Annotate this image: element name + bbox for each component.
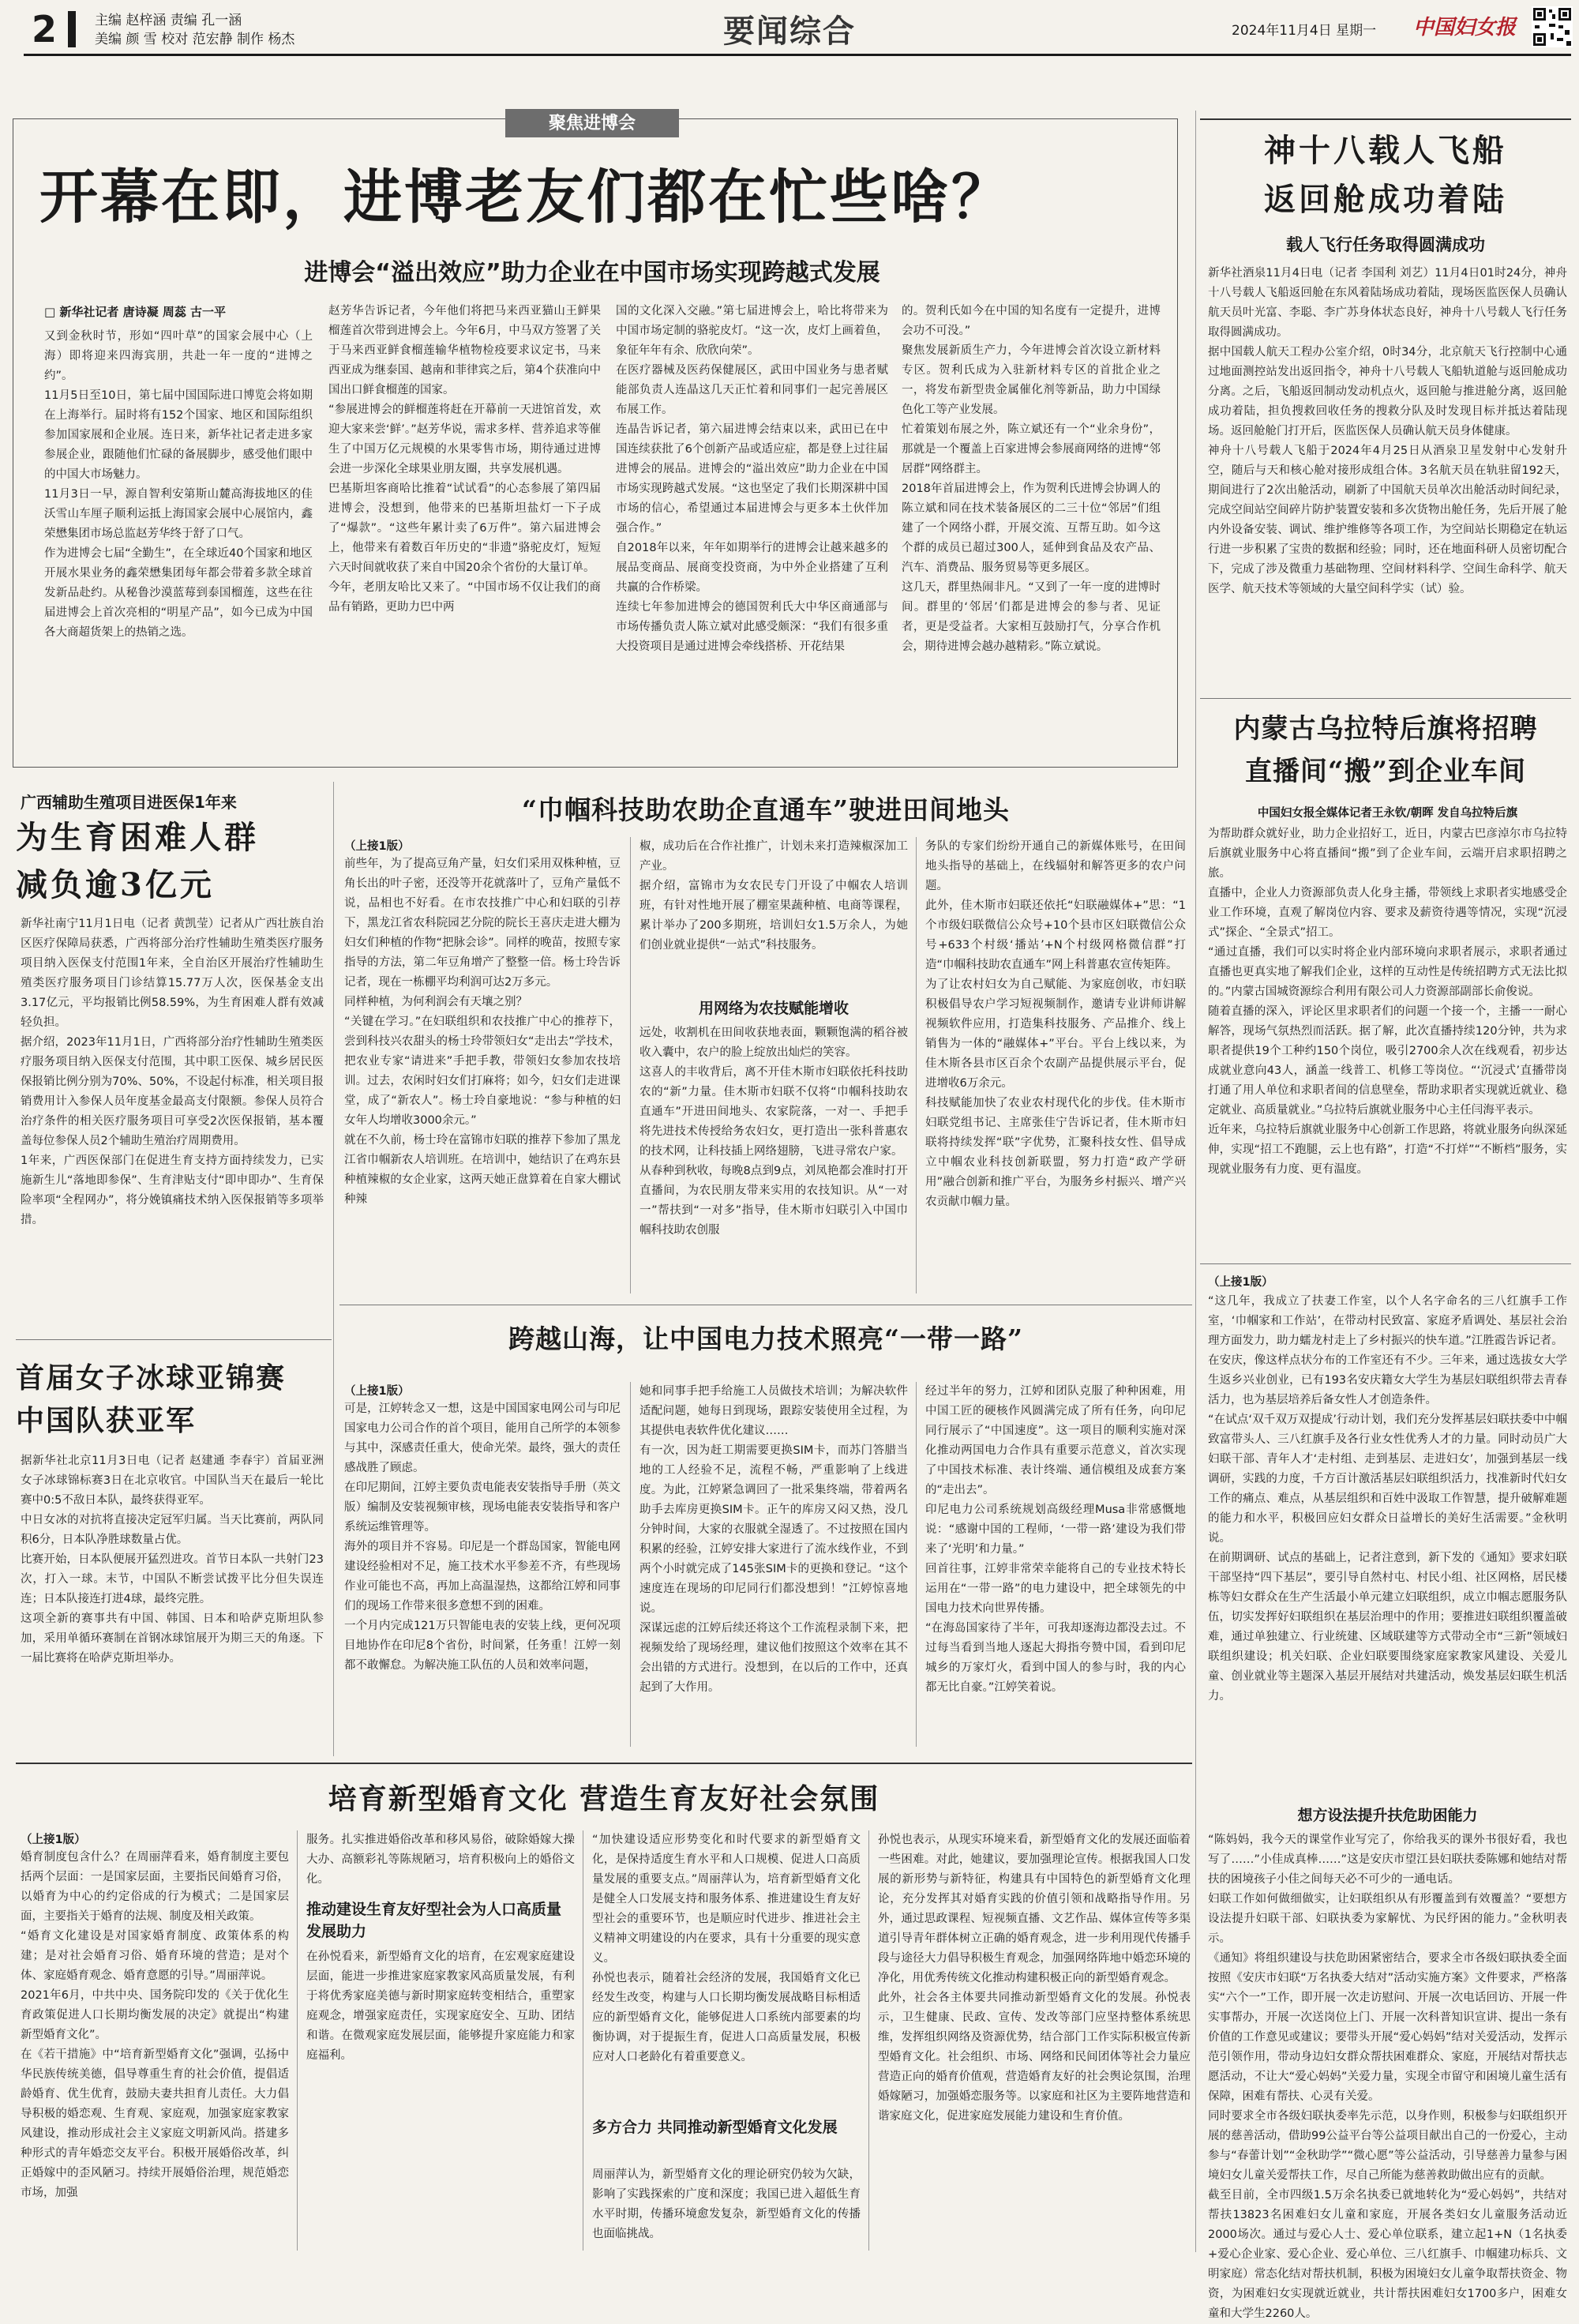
tech-ag-column-4: 务队的专家们纷纷开通自己的新媒体账号，在田间地头指导的基础上，在线辐射和解答更多的农户问题。 此外，佳木斯市妇联还依托“妇联融媒体+”思：“1个市级妇联微信公众号+10个县市区妇联微信公众号+633个村级‘播站’+N个村级网格微信群”打造“巾帼科技助农直通车”网上科普惠农宣传矩阵。 为了让农村妇女为自己赋能、为家庭创收，市妇联积极倡导农户学习短视频制作，邀请专业讲师讲解视频软件应用，打造集科技服务、产品推介、线上销售为一体的“融媒体+”平台。平台上线以来，为佳木斯各县市区百余个农副产品提供展示平台，促进增收6万余元。 科技赋能加快了农业农村现代化的步伐。佳木斯市妇联党组书记、主席张佳宁告诉记者，佳木斯市妇联将持续发挥“联”字优势，汇聚科技女性、倡导成立中帼农业科技创新联盟，努力打造“政产学研用”融合创新和推广平台，为服务乡村振兴、增产兴农贡献巾帼力量。: [925, 840, 1186, 1208]
guangxi-body: 新华社南宁11月1日电（记者 黄凯莹）记者从广西壮族自治区医疗保障局获悉，广西将部分治疗性辅助生殖类医疗服务项目纳入医保支付范围1年来，全自治区开展治疗性辅助生殖类医疗服务项目门诊结算15.77万人次，医保基金支出3.17亿元，平均报销比例58.59%，为生育困难人群有效减轻负担。 据介绍，2023年11月1日，广西将部分治疗性辅助生殖类医疗服务项目纳入医保支付范围，其中职工医保、城乡居民医保报销比例分别为70%、50%，不设起付标准，相关项目报销费用计入参保人员年度基金最高支付限额。参保人员符合治疗条件的相关医疗服务项目可享受2次医保报销，基本覆盖每位参保人员2个辅助生殖治疗周期费用。 1年来，广西医保部门在促进生育支持方面持续发力，已实施新生儿“落地即参保”、生育津贴支付“即申即办”、生育保险率项“全程网办”，将分娩镇痛技术纳入医保报销等多项举措。: [21, 918, 324, 1226]
issue-date: 2024年11月4日 星期一: [1232, 23, 1377, 39]
focus-column-2: 赵芳华告诉记者，今年他们将把马来西亚猫山王鲜果榴莲首次带到进博会上。今年6月，中马双方签署了关于马来西亚鲜食榴莲输华植物检疫要求议定书，马来西亚成为继泰国、越南和菲律宾之后，第4个获准向中国出口鲜食榴莲的国家。 “参展进博会的鲜榴莲将赶在开幕前一天进馆首发，欢迎大家来尝‘鲜’。”赵芳华说，需求多样、营养追求等催生了中国万亿元规模的水果零售市场，期待通过进博会进一步深化全球果业朋友圈，共享发展机遇。 巴基斯坦客商哈比推着“试试看”的心态参展了第四届进博会，没想到，他带来的巴基斯坦盐灯一下子成了“爆款”。“这些年累计卖了6万件”。第六届进博会上，他带来有着数百年历史的“非遗”骆驼皮灯，短短六天时间就收获了来自中国20余个省份的大量订单。 今年，老朋友哈比又来了。“中国市场不仅让我们的商品有销路，更助力巴中两: [328, 305, 601, 614]
marriage-headline: 培育新型婚育文化 营造生育友好社会氛围: [328, 1782, 880, 1815]
shenzhou-body: 新华社酒泉11月4日电（记者 李国利 刘艺）11月4日01时24分，神舟十八号载人飞船返回舱在东风着陆场成功着陆，现场医监医保人员确认航天员叶光富、李聪、李广苏身体状态良好，神舟十八号载人飞行任务取得圆满成功。 据中国载人航天工程办公室介绍，0时34分，北京航天飞行控制中心通过地面测控站发出返回指令，神舟十八号载人飞船轨道舱与返回舱成功分离。之后，飞船返回制动发动机点火，返回舱与推进舱分离，返回舱成功着陆，担负搜救回收任务的搜救分队及时发现目标并抵达着陆现场。返回舱舱门打开后，医监医保人员确认航天员身体健康。 神舟十八号载人飞船于2024年4月25日从酒泉卫星发射中心发射升空，随后与天和核心舱对接形成组合体。3名航天员在轨驻留192天，期间进行了2次出舱活动，刷新了中国航天员单次出舱活动时间纪录，完成空间站空间碎片防护装置安装和多次货物出舱任务，先后开展了舱内外设备安装、调试、维护维修等各项工作，为空间站长期稳定在轨运行进一步积累了宝贵的数据和经验；同时，还在地面科研人员密切配合下，完成了涉及微重力基础物理、空间材料科学、空间生命科学、航天医学、航天技术等领域的大量空间科学实（试）验。: [1208, 267, 1567, 595]
marriage-column-3b: 周丽萍认为，新型婚育文化的理论研究仍较为欠缺，影响了实践探索的广度和深度；我国已进入超低生育水平时期，传播环境愈发复杂，新型婚育文化的传播也面临挑战。: [592, 2168, 861, 2240]
credits-line-1: 主编 赵梓涵 责编 孔一涵: [95, 13, 242, 28]
focus-headline: 开幕在即，进博老友们都在忙些啥？: [39, 163, 1012, 231]
guangxi-headline-line-1: 为生育困难人群: [16, 819, 259, 856]
grid-column-2: 她和同事手把手给施工人员做技术培训；为解决软件适配问题，她每日到现场，跟踪安装使用全过程，为其提供电表软件优化建议…… 有一次，因为赶工期需要更换SIM卡，而苏门答腊当地的工人经验不足，流程不畅，严重影响了上线进度。为此，江婷紧急调回了一批采集终端，带着两名助手去库房更换SIM卡。正午的库房又闷又热，没几分钟时间，大家的衣服就全湿透了。不过按照在国内积累的经验，江婷安排大家进行了流水线作业，不到两个小时就完成了145张SIM卡的更换和登记。“这个速度连在现场的印尼同行们都没想到！”江婷惊喜地说。 深谋远虑的江婷后续还将这个工作流程录制下来，把视频发给了现场经理，建议他们按照这个效率在其不会出错的方式进行。没想到，在以后的工作中，还真起到了大作用。: [639, 1385, 908, 1694]
grid-column-1: 可是，江婷转念又一想，这是中国国家电网公司与印尼国家电力公司合作的首个项目，能用自己所学的本领参与其中，深感责任重大，使命光荣。最终，强大的责任感战胜了顾虑。 在印尼期间，江婷主要负责电能表安装指导手册（英文版）编制及安装视频审核，现场电能表安装指导和客户系统运维管理等。 海外的项目并不容易。印尼是一个群岛国家，智能电网建设经验相对不足，施工技术水平参差不齐，有些现场作业可能也不高，再加上高温湿热，这都给江婷和同事们的现场工作带来很多意想不到的困难。 一个月内完成121万只智能电表的安装上线，更何况项目地协作在印尼8个省份，时间紧，任务重！江婷一刻都不敢懈怠。为解决施工队伍的人员和效率问题，: [344, 1402, 621, 1672]
focus-column-4: 的。贺利氏如今在中国的知名度有一定提升，进博会功不可没。” 聚焦发展新质生产力，今年进博会首次设立新材料专区。贺利氏成为入驻新材料专区的首批企业之一，将发布新型贵金属催化剂等新品，助力中国绿色化工等产业发展。 忙着策划布展之外，陈立斌还有一个“业余身份”，那就是一个覆盖上百家进博会参展商网络的进博“邻居群”网络群主。 2018年首届进博会上，作为贺利氏进博会协调人的陈立斌和同在技术装备展区的二三十位“邻居”们组建了一个网络小群，开展交流、互帮互助。如今这个群的成员已超过300人，延伸到食品及农产品、汽车、消费品、服务贸易等更多展区。 这几天，群里热闹非凡。“又到了一年一度的进博时间。群里的‘邻居’们都是进博会的参与者、见证者，更是受益者。大家相互鼓励打气，分享合作机会，期待进博会越办越精彩。”陈立斌说。: [902, 305, 1161, 653]
marriage-top-rule: [16, 1763, 1192, 1764]
paper-logo: 中国妇女报: [1413, 16, 1517, 39]
tech-ag-subhead: 用网络为农技赋能增收: [698, 1000, 849, 1017]
tech-ag-continued: （上接1版）: [344, 840, 410, 853]
mongolia-headline-line-2: 直播间“搬”到企业车间: [1244, 756, 1527, 787]
shenzhou-subhead: 载人飞行任务取得圆满成功: [1286, 235, 1485, 254]
masthead: [0, 0, 1579, 55]
marriage-column-2a: 服务。扎实推进婚俗改革和移风易俗，破除婚嫁大操大办、高额彩礼等陈规陋习，培育积极向上的婚俗文化。: [306, 1834, 575, 1886]
marriage-subhead-1: 推动建设生育友好型社会为人口高质量发展助力: [306, 1901, 562, 1940]
poverty-continued: （上接1版）: [1208, 1276, 1273, 1289]
poverty-subhead: 想方设法提升扶危助困能力: [1297, 1807, 1478, 1824]
mongolia-bottom-rule: [1200, 1263, 1571, 1264]
grid-headline: 跨越山海，让中国电力技术照亮“一带一路”: [508, 1323, 1023, 1354]
section-title: 要闻综合: [723, 13, 856, 50]
mongolia-byline: 中国妇女报全媒体记者王永钦/朝晖 发自乌拉特后旗: [1257, 807, 1518, 820]
focus-column-3: 国的文化深入交融。”第七届进博会上，哈比将带来为中国市场定制的骆驼皮灯。“这一次，皮灯上画着鱼，象征年年有余、欣欣向荣”。 在医疗器械及医药保健展区，武田中国业务与患者赋能部负责人连晶这几天正忙着和同事们一起完善展区布展工作。 连晶告诉记者，第六届进博会结束以来，武田已在中国连续获批了6个创新产品或适应症，都是登上过往届进博会的展品。进博会的“溢出效应”助力企业在中国市场实现跨越式发展。“这也坚定了我们长期深耕中国市场的信心，希望通过本届进博会与更多本土伙伴加强合作。” 自2018年以来，年年如期举行的进博会让越来越多的展品变商品、展商变投资商，为中外企业搭建了互利共赢的合作桥梁。 连续七年参加进博会的德国贺利氏大中华区商通部与市场传播负责人陈立斌对此感受颇深：“我们有很多重大投资项目是通过进博会牵线搭桥、开花结果: [616, 305, 888, 653]
marriage-column-2b: 在孙悦看来，新型婚育文化的培育，在宏观家庭建设层面，能进一步推进家庭家教家风高质量发展，有利于将优秀家庭美德与新时期家庭转变相结合，重塑家庭观念，增强家庭责任，实现家庭安全、互助、团结和谐。在微观家庭发展层面，能够提升家庭能力和家庭福利。: [306, 1950, 575, 2062]
grid-column-3: 经过半年的努力，江婷和团队克服了种种困难，用中国工匠的硬核作风圆满完成了所有任务，向印尼同行展示了“中国速度”。这一项目的顺利实施对深化推动两国电力合作具有重要示范意义，首次实现了中国技术标准、表计终端、通信模组及成套方案的“走出去”。 印尼电力公司系统规划高级经理Musa非常感慨地说：“感谢中国的工程师，‘一带一路’建设为我们带来了‘光明’和力量。” 回首往事，江婷非常荣幸能将自己的专业技术特长运用在“一带一路”的电力建设中，把全球领先的中国电力技术向世界传播。 “在海岛国家待了半年，可我却逐海边都没去过。不过每当看到当地人逐起大拇指夸赞中国，看到印尼城乡的万家灯火，看到中国人的参与时，我的内心都无比自豪。”江婷笑着说。: [925, 1385, 1186, 1694]
shenzhou-headline-line-1: 神十八载人飞船: [1264, 132, 1507, 169]
shenzhou-bottom-rule: [1200, 698, 1571, 699]
mongolia-headline-line-1: 内蒙古乌拉特后旗将招聘: [1233, 713, 1538, 745]
credits-line-2: 美编 颜 雪 校对 范宏静 制作 杨杰: [95, 32, 295, 47]
hockey-body: 据新华社北京11月3日电（记者 赵建通 李春宇）首届亚洲女子冰球锦标赛3日在北京收官。中国队当天在最后一轮比赛中0:5不敌日本队，最终获得亚军。 中日女冰的对抗将直接决定冠军归属。当天比赛前，两队同积6分，日本队净胜球数量占优。 比赛开始，日本队便展开猛烈进攻。首节日本队一共射门23次，打入一球。末节，中国队不断尝试拨平比分但失误连连；日本队接连打进4球，最终完胜。 这项全新的赛事共有中国、韩国、日本和哈萨克斯坦队参加，采用单循环赛制在首钢冰球馆展开为期三天的角逐。下一届比赛将在哈萨克斯坦举办。: [21, 1455, 324, 1665]
masthead-rule: [24, 54, 1571, 56]
tech-ag-column-3: 远处，收割机在田间收获地表面，颗颗饱满的稻谷被收入囊中，农户的脸上绽放出灿烂的笑容。 这喜人的丰收背后，离不开佳木斯市妇联依托科技助农的“新”力量。佳木斯市妇联不仅将“巾帼科技助农直通车”开进田间地头、农家院落，一对一、手把手将先进技术传授给务农妇女，更打造出一张科普惠农的技术网，让科技插上网络翅膀，飞进寻常农户家。 从春种到秋收，每晚8点到9点，刘凤艳都会准时打开直播间，为农民朋友带来实用的农技知识。从“一对一”帮扶到“一对多”指导，佳木斯市妇联引入中国巾帼科技助农创服: [639, 1027, 908, 1237]
editor-credits: [95, 11, 395, 49]
mongolia-body: 为帮助群众就好业，助力企业招好工，近日，内蒙古巴彦淖尔市乌拉特后旗就业服务中心将直播间“搬”到了企业车间，云端开启求职招聘之旅。 直播中，企业人力资源部负责人化身主播，带领线上求职者实地感受企业工作环境，直观了解岗位内容、要求及薪资待遇等情况，实现“沉浸式”探企、“全景式”招工。 “通过直播，我们可以实时将企业内部环境向求职者展示，求职者通过直播也更真实地了解我们企业，这样的互动性是传统招聘方式无法比拟的。”内蒙古国城资源综合利用有限公司人力资源部副部长俞俊说。 随着直播的深入，评论区里求职者们的问题一个接一个，主播一一耐心解答，现场气氛热烈而活跃。据了解，此次直播持续120分钟，共为求职者提供19个工种约150个岗位，吸引2700余人次在线观看，初步达成就业意向43人，涵盖一线普工、机修工等岗位。“‘沉浸式’直播带岗打通了用人单位和求职者间的信息壁垒，帮助求职者实现就近就业、稳定就业、高质量就业。”乌拉特后旗就业服务中心主任闫海平表示。 近年来，乌拉特后旗就业服务中心创新工作思路，将就业服务向纵深延伸，实现“招工不跑腿，云上也有路”，打造“不打烊”“不断档”服务，实现就业服务有力度、更有温度。: [1208, 828, 1567, 1176]
tech-ag-column-1: 前些年，为了提高豆角产量，妇女们采用双株种植，豆角长出的叶子密，还没等开花就落叶了，豆角产量低不说，品相也不好看。在市农技推广中心和妇联的引荐下，黑龙江省农科院园艺分院的院长王喜庆走进大棚为妇女们种植的作物“把脉会诊”。同样的晚苗，按照专家指导的方法，第二年豆角增产了整整一倍。杨士玲告诉记者，现在一栋棚平均利润可达2万多元。 同样种植，为何利润会有天壤之别？ “关键在学习。”在妇联组织和农技推广中心的推荐下，尝到科技兴农甜头的杨士玲带领妇女“走出去”学技术，把农业专家“请进来”手把手教，带领妇女参加农技培训。过去，农闲时妇女们打麻将；如今，妇女们走进课堂，成了“新农人”。杨士玲自豪地说：“参与种植的妇女年人均增收3000余元。” 就在不久前，杨士玲在富锦市妇联的推荐下参加了黑龙江省巾帼新农人培训班。在培训中，她结识了在鸡东县种植辣椒的女企业家，这两天她正盘算着在自家大棚试种辣: [344, 858, 621, 1206]
focus-subhead: 进博会“溢出效应”助力企业在中国市场实现跨越式发展: [304, 259, 880, 287]
marriage-subhead-2: 多方合力 共同推动新型婚育文化发展: [592, 2119, 838, 2136]
right-column-divider: [1195, 111, 1196, 2252]
column-divider: [916, 837, 917, 1293]
left-column-divider: [333, 782, 334, 1756]
focus-byline: □ 新华社记者 唐诗凝 周蕊 古一平: [44, 305, 227, 319]
poverty-column-a: “这几年，我成立了扶妻工作室，以个人名字命名的三八红旗手工作室，‘巾帼家和工作站’，在带动村民致富、家庭矛盾调处、基层社会治理方面发力，助力蠕龙村走上了乡村振兴的快车道。”江胜霞告诉记者。 在安庆，像这样点状分布的工作室还有不少。三年来，通过选拔女大学生返乡兴业创业，已有193名安庆籍女大学生为基层妇联组织带去青春活力，也为基层培养后备女性人才创造条件。 “在试点‘双千双万双提成’行动计划，我们充分发挥基层妇联扶委中中帼致富带头人、三八红旗手及各行业女性优秀人才的力量。同时动员广大妇联干部、青年人才‘走村组、走到基层、走进妇女’，加强到基层一线调研，实践的力度，千方百计激活基层妇联组织活力，找准新时代妇女工作的痛点、难点，从基层组织和百姓中汲取工作智慧，提升破解难题的能力和水平，积极回应妇女群众日益增长的美好生活需要。”金秋明说。 在前期调研、试点的基础上，记者注意到，新下发的《通知》要求妇联干部坚持“四下基层”，要引导自然村屯、村民小组、社区网格，居民楼栋等妇女群众在生产生活最小单元建立妇联组织，成立巾帼志愿服务队伍，切实发挥好妇联组织在基层治理中的作用；要推进妇联组织覆盖破难，通过单独建立、行业统建、区域联建等方式带动全市“三新”领域妇联组织建设；机关妇联、企业妇联要围绕家庭家教家风建设、关爱儿童、创业就业等主题深入基层开展结对共建活动，焕发基层妇联生机活力。: [1208, 1295, 1567, 1703]
shenzhou-top-rule: [1200, 118, 1571, 120]
column-divider: [630, 1382, 631, 1747]
focus-column-1: 又到金秋时节，形如“四叶草”的国家会展中心（上海）即将迎来四海宾朋，共赴一年一度的“进博之约”。 11月5日至10日，第七届中国国际进口博览会将如期在上海举行。届时将有152个国家、地区和国际组织参加国家展和企业展。连日来，新华社记者走进多家参展企业，跟随他们忙碌的备展脚步，感受他们眼中的中国大市场魅力。 11月3日一早，源自智利安第斯山麓高海拔地区的佳沃雪山车厘子顺利运抵上海国家会展中心展馆内，鑫荣懋集团市场总监赵芳华终于舒了口气。 作为进博会七届“全勤生”，在全球近40个国家和地区开展水果业务的鑫荣懋集团每年都会带着多款全球首发新品赴约。从秘鲁沙漠蓝莓到泰国榴莲，这些在往届进博会上首次亮相的“明星产品”，如今已成为中国各大商超货架上的热销之选。: [44, 330, 313, 639]
guangxi-headline-line-2: 减负逾3亿元: [16, 866, 215, 903]
marriage-column-1: 婚育制度包含什么？在周丽萍看来，婚育制度主要包括两个层面：一是国家层面，主要指民间婚育习俗，以婚育为中心的约定俗成的行为模式；二是国家层面，主要指关于婚育的法规、制度及相关政策。 “婚育文化建设是对国家婚育制度、政策体系的构建；是对社会婚育习俗、婚育环境的营造；是对个体、家庭婚育观念、婚育意愿的引导。”周丽萍说。 2021年6月，中共中央、国务院印发的《关于优化生育政策促进人口长期均衡发展的决定》就提出“构建新型婚育文化”。 在《若干措施》中“培育新型婚育文化”强调，弘扬中华民族传统美德，倡导尊重生育的社会价值，提倡适龄婚育、优生优育，鼓励夫妻共担育儿责任。大力倡导积极的婚恋观、生育观、家庭观，加强家庭家教家风建设，推动形成社会主义家庭文明新风尚。搭建多种形式的青年婚恋交友平台。积极开展婚俗改革，纠正婚嫁中的歪风陋习。持续开展婚俗治理，规范婚恋市场，加强: [21, 1851, 289, 2199]
column-divider: [630, 837, 631, 1293]
qr-code-icon: [1532, 6, 1573, 47]
page-number-bar: [68, 11, 76, 47]
hockey-headline-line-2: 中国队获亚军: [16, 1404, 197, 1437]
focus-tag: 聚焦进博会: [505, 109, 679, 137]
marriage-column-3a: “加快建设适应形势变化和时代要求的新型婚育文化，是保持适度生育水平和人口规模、促进人口高质量发展的重要支点。”周丽萍认为，培育新型婚育文化是健全人口发展支持和服务体系、推进建设生育友好型社会的重要环节，也是顺应时代进步、推进社会主义精神文明建设的内在要求，具有十分重要的现实意义。 孙悦也表示，随着社会经济的发展，我国婚育文化已经发生改变，构建与人口长期均衡发展战略目标相适应的新型婚育文化，能够促进人口系统内部要素的均衡协调，对于提振生育，促进人口高质量发展，积极应对人口老龄化有着重要意义。: [592, 1834, 861, 2063]
shenzhou-headline-line-2: 返回舱成功着陆: [1264, 181, 1507, 218]
grid-continued: （上接1版）: [344, 1385, 410, 1398]
column-divider: [916, 1382, 917, 1747]
marriage-continued: （上接1版）: [21, 1834, 86, 1846]
poverty-column-b: “陈妈妈，我今天的课堂作业写完了，你给我买的课外书很好看，我也写了……”小佳成真棒……”这是安庆市望江县妇联扶委陈娜和她结对帮扶的困境孩子小佳之间每天必不可少的一通电话。 妇联工作如何做细做实，让妇联组织从有形覆盖到有效覆盖？“要想方设法提升妇联干部、妇联执委为家解忧、为民纾困的能力。”金秋明表示。 《通知》将组织建设与扶危助困紧密结合，要求全市各级妇联执委全面按照《安庆市妇联“万名执委大结对”活动实施方案》文件要求，严格落实“六个一”工作，即开展一次走访慰问、开展一次电话回访、开展一件实事帮办，开展一次送岗位上门、开展一次科普知识宣讲、提出一条有价值的工作意见或建议；要带头开展“爱心妈妈”结对关爱活动，发挥示范引领作用，带动身边妇女群众帮扶困难群众、家庭，开展结对帮扶志愿活动，不让大“爱心妈妈”关爱力量，实现全市留守和困境儿童生活有保障，困难有帮扶、心灵有关爱。 同时要求全市各级妇联执委率先示范，以身作则，积极参与妇联组织开展的慈善活动，借助99公益平台等公益项目献出自己的一份爱心，主动参与“春蕾计划”“金秋助学”“微心愿”等公益活动，引导慈善力量参与困境妇女儿童关爱帮扶工作，尽自己所能为慈善救助做出应有的贡献。 截至目前，全市四级1.5万余名执委已就地转化为“爱心妈妈”，共结对帮扶13823名困难妇女儿童和家庭，开展各类妇女儿童服务活动近2000场次。通过与爱心人士、爱心单位联系，建立起1+N（1名执委+爱心企业家、爱心企业、爱心单位、三八红旗手、巾帼建功标兵、文明家庭）常态化结对帮扶机制，积极为困境妇女儿童争取帮扶资金、物资，为困难妇女实现就近就业，共计帮扶困难妇女1700多户，困难女童和大学生2260人。: [1208, 1834, 1567, 2320]
guangxi-bottom-rule: [16, 1339, 332, 1340]
tech-ag-headline: “巾帼科技助农助企直通车”驶进田间地头: [522, 794, 1010, 825]
column-divider: [868, 1830, 869, 2251]
tech-ag-column-2: 椒，成功后在合作社推广，计划未来打造辣椒深加工产业。 据介绍，富锦市为女农民专门开设了中帼农人培训班，有针对性地开展了棚室果蔬种植、电商等课程，累计举办了200多期班，培训妇女1.5万余人，为她们创业就业提供“一站式”科技服务。: [639, 840, 908, 952]
marriage-column-4: 孙悦也表示，从现实环境来看，新型婚育文化的发展还面临着一些困难。对此，她建议，要加强理论宣传。根据我国人口发展的新形势与新特征，构建具有中国特色的新型婚育文化理论，充分发挥其对婚育实践的价值引领和战略指导作用。另外，通过思政课程、短视频直播、文艺作品、媒体宣传等多渠道引导青年群体树立正确的婚育观念，进一步利用现代传播手段与途径大力倡导积极生育观念，加强网络阵地中婚恋环境的净化，用优秀传统文化推动构建积极正向的新型婚育观念。 此外，社会各主体要共同推动新型婚育文化的发展。孙悦表示，卫生健康、民政、宣传、发改等部门应坚持整体系统思维，发挥组织网络及资源优势，结合部门工作实际积极宣传新型婚育文化。社会组织、市场、网络和民间团体等社会力量应营造正向的婚育价值观，营造婚育友好的社会舆论氛围，治理婚嫁陋习，加强婚恋服务等。以家庭和社区为主要阵地营造和谐家庭文化，促进家庭发展能力建设和生育价值。: [878, 1834, 1191, 2123]
guangxi-kicker: 广西辅助生殖项目进医保1年来: [21, 793, 237, 812]
hockey-headline-line-1: 首届女子冰球亚锦赛: [16, 1361, 287, 1395]
column-divider: [297, 1830, 298, 2251]
page-number: [32, 9, 85, 49]
page-number-label: 2: [32, 8, 58, 51]
